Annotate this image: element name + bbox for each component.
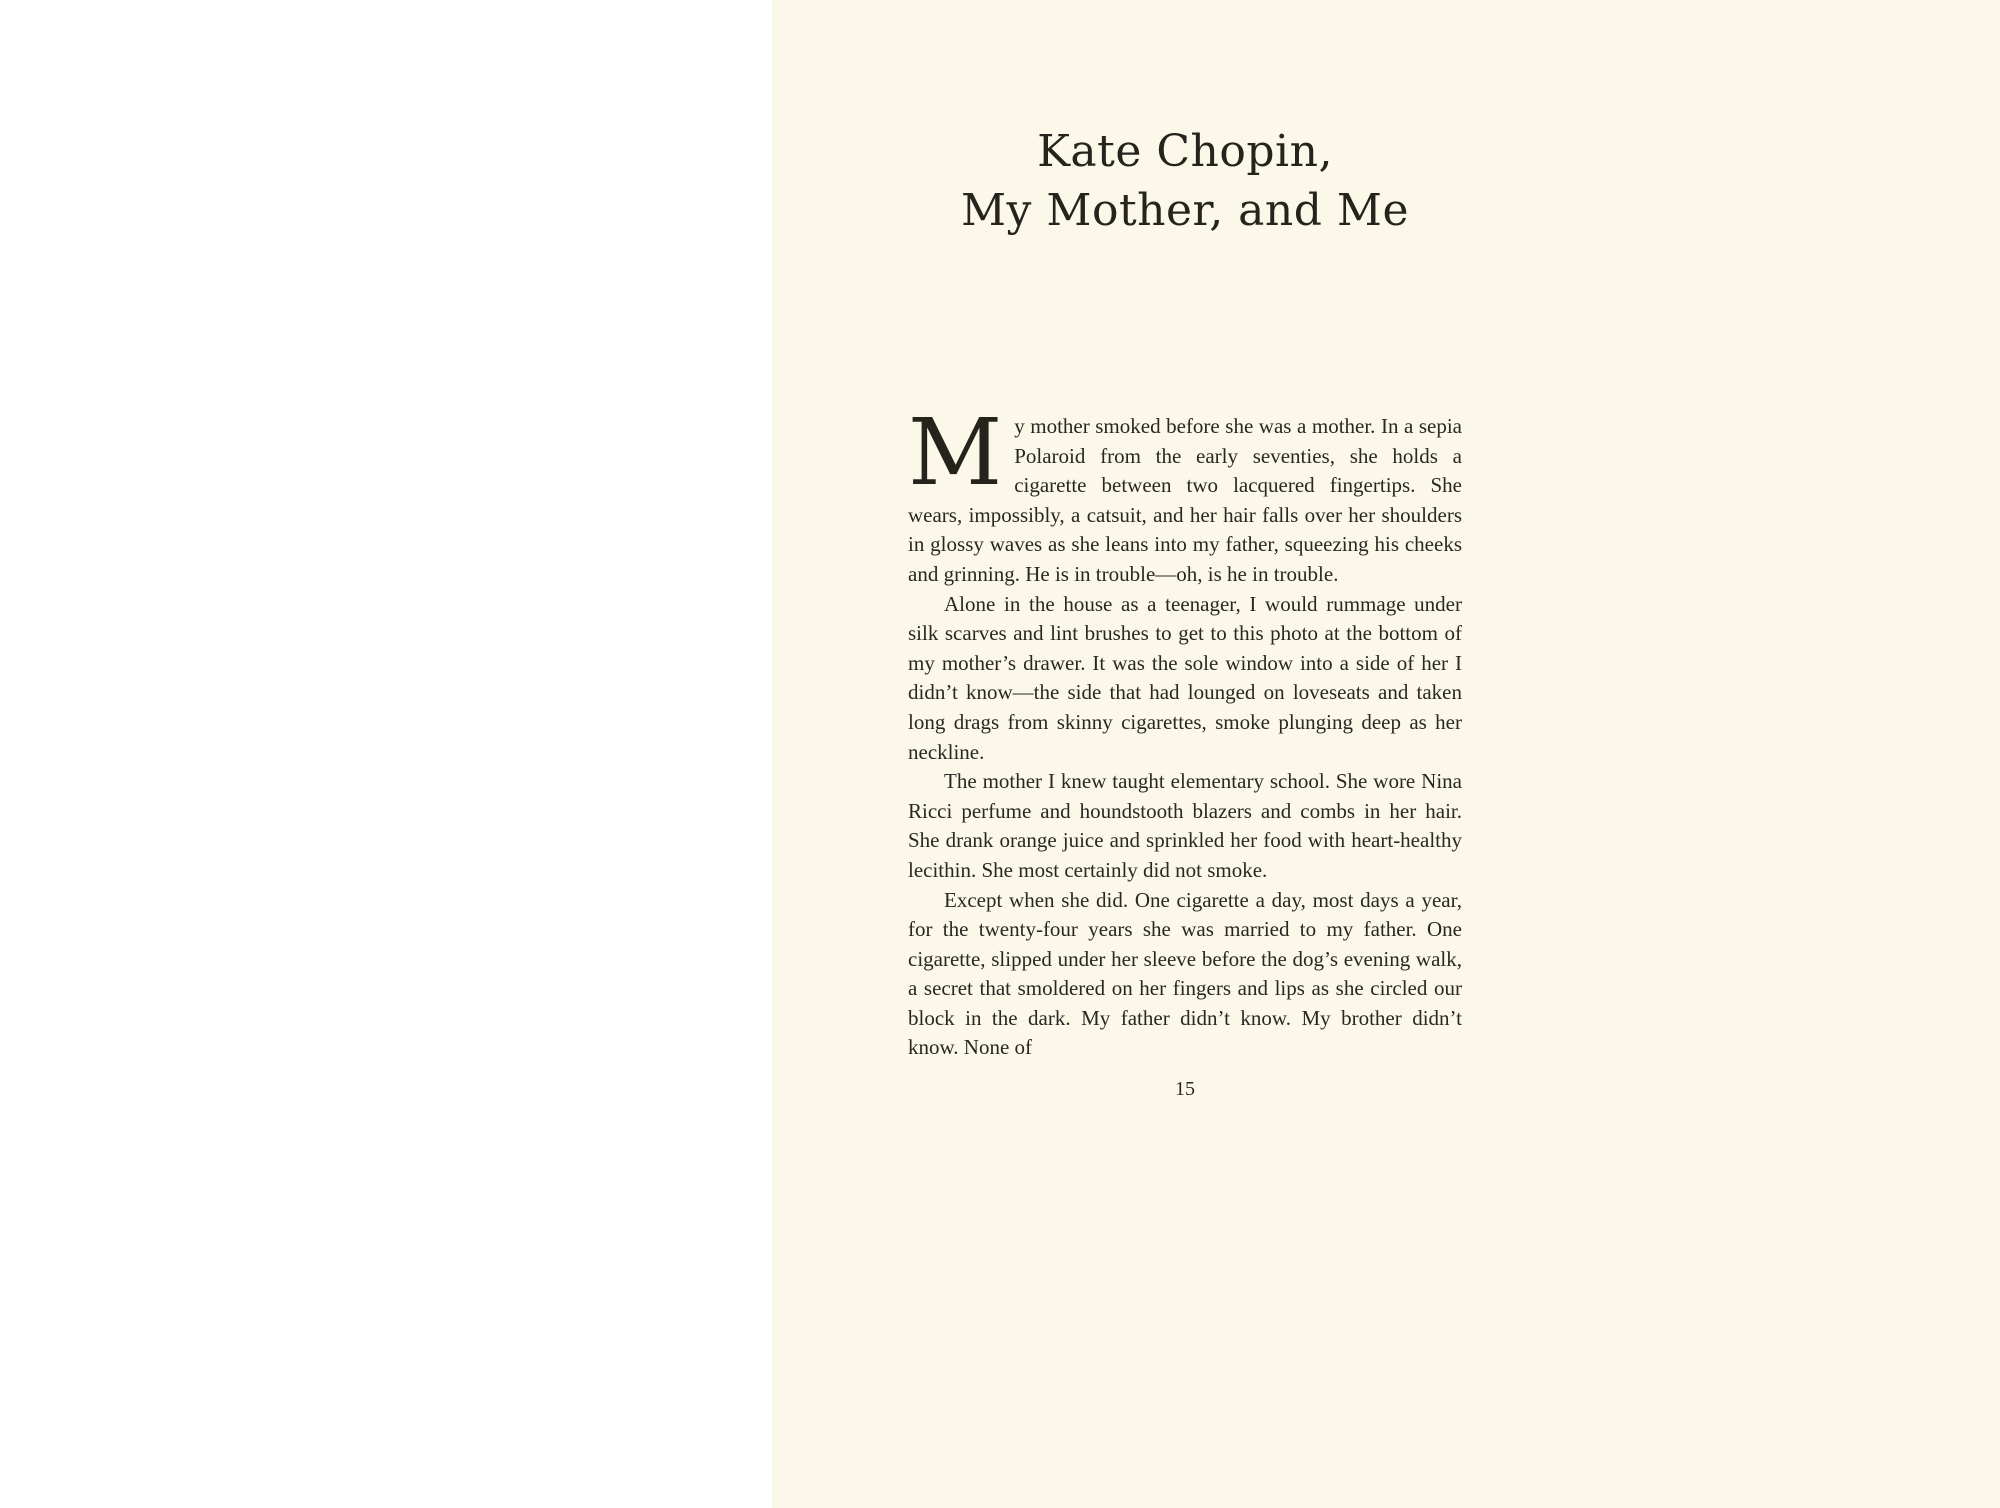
right-page [772, 0, 2000, 1508]
text-column [908, 0, 1462, 1063]
paragraph: Alone in the house as a teenager, I would rummage under silk scarves and lint brushes to get to this photo at the bottom of my mother’s drawer. It was the sole window into a side of her I didn’t know—the side that had lounged on loveseats and taken long drags from skinny cigarettes, smoke plunging deep as her neckline. [908, 591, 1462, 764]
drop-cap: M [908, 399, 1003, 506]
page-number: 15 [1175, 1078, 1195, 1100]
chapter-title-line1: Kate Chopin, [1037, 126, 1333, 177]
paragraph [908, 399, 1462, 590]
chapter-title-line2: My Mother, and Me [961, 185, 1409, 236]
paragraph-text: y mother smoked before she was a mother. In a sepia Polaroid from the early seventies, she holds a cigarette between two lacquered fingertips. She wears, impossibly, a catsuit, and her hair falls over her shoulders in glossy waves as she leans into my father, squeezing his cheeks and grinning. He is in trouble—oh, is he in trouble. [908, 414, 1462, 586]
body-text [908, 399, 1462, 1063]
chapter-title [908, 122, 1462, 240]
left-page-blank [0, 0, 772, 1508]
paragraph: The mother I knew taught elementary school. She wore Nina Ricci perfume and houndstooth blazers and combs in her hair. She drank orange juice and sprinkled her food with heart-healthy lecithin. She most certainly did not smoke. [908, 769, 1462, 882]
paragraph: Except when she did. One cigarette a day, most days a year, for the twenty-four years she was married to my father. One cigarette, slipped under her sleeve before the dog’s evening walk, a secret that smoldered on her fingers and lips as she circled our block in the dark. My father didn’t know. My brother didn’t know. None of [908, 887, 1462, 1060]
